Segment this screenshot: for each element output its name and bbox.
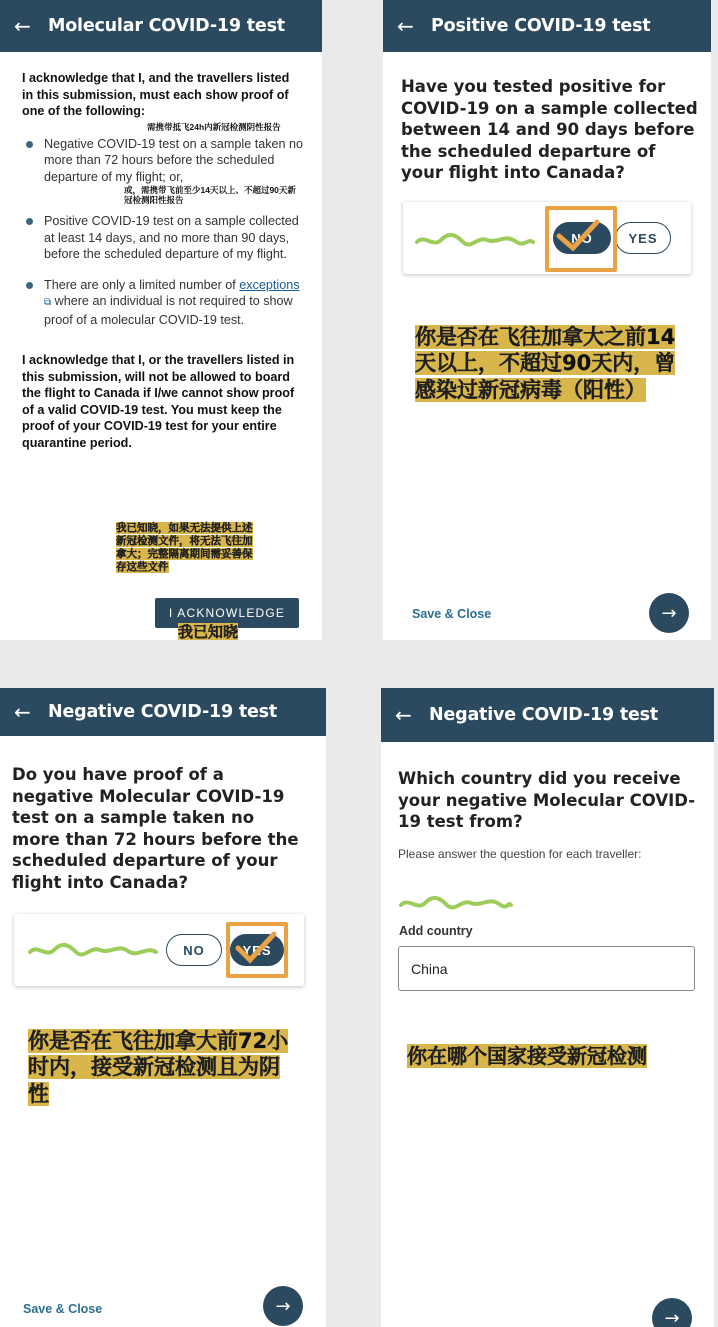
bullet-negative-test: Negative COVID-19 test on a sample taken no more than 72 hours before the scheduled departure of my flight; or, 或，需携带飞前至少14天以上、不超过90天新冠检测阳性报告 — [22, 136, 304, 206]
yes-option-button[interactable]: YES — [230, 934, 284, 966]
bullet-dot — [26, 141, 33, 148]
redaction-scribble — [28, 940, 158, 960]
no-option-button[interactable]: NO — [166, 934, 222, 966]
country-field-label: Add country — [399, 924, 473, 938]
external-link-icon: ⧉ — [44, 297, 52, 308]
back-arrow-icon[interactable]: ← — [397, 14, 414, 38]
panel-negative-test-question — [0, 688, 326, 1327]
bullet-exceptions: There are only a limited number of exceptions ⧉ where an individual is not required to show proof of a molecular COVID-19 test. — [22, 277, 304, 329]
back-arrow-icon[interactable]: ← — [395, 703, 412, 727]
panel-negative-test-country — [381, 688, 714, 1327]
answer-card — [403, 202, 691, 274]
chinese-annotation: 你在哪个国家接受新冠检测 — [407, 1044, 647, 1068]
chinese-note-2: 或，需携带飞前至少14天以上、不超过90天新冠检测阳性报告 — [124, 185, 296, 205]
header-bar — [0, 0, 322, 52]
chinese-annotation: 你是否在飞往加拿大前72小时内，接受新冠检测且为阴性 — [28, 1029, 289, 1106]
back-arrow-icon[interactable]: ← — [14, 700, 31, 724]
save-close-link[interactable]: Save & Close — [23, 1302, 103, 1316]
question-text: Which country did you receive your negative Molecular COVID-19 test from? — [398, 769, 696, 831]
chinese-note-1: 需携带抵飞24h内新冠检测阴性报告 — [147, 121, 281, 132]
next-arrow-icon[interactable]: → — [649, 593, 689, 633]
answer-card — [14, 914, 304, 986]
checkmark-icon — [234, 930, 278, 966]
bullet-dot — [26, 218, 33, 225]
next-arrow-icon[interactable]: → — [652, 1298, 692, 1327]
header-bar — [383, 0, 711, 52]
checkmark-icon — [555, 218, 601, 254]
bullet-positive-test: Positive COVID-19 test on a sample collected at least 14 days, and no more than 90 days, before the scheduled departure of my flight. — [22, 213, 304, 263]
question-text: Have you tested positive for COVID-19 on a sample collected between 14 and 90 days before the scheduled departure of your flight into Canada? — [401, 77, 698, 182]
next-arrow-icon[interactable]: → — [263, 1286, 303, 1326]
page-title: Negative COVID-19 test — [48, 702, 278, 722]
chinese-annotation: 你是否在飞往加拿大之前14天以上，不超过90天内，曾感染过新冠病毒（阳性） — [415, 325, 676, 402]
no-option-button[interactable]: NO — [553, 222, 611, 254]
page-title: Positive COVID-19 test — [431, 16, 651, 36]
page-title: Negative COVID-19 test — [429, 705, 659, 725]
save-close-link[interactable]: Save & Close — [412, 607, 492, 621]
back-arrow-icon[interactable]: ← — [14, 14, 31, 38]
bullet-dot — [26, 282, 33, 289]
country-input[interactable]: China — [398, 946, 695, 991]
panel-positive-test — [383, 0, 711, 640]
header-bar — [0, 688, 326, 736]
header-bar — [381, 688, 714, 742]
acknowledgement-text-2: I acknowledge that I, or the travellers listed in this submission, will not be allowed to board the flight to Canada if I/we cannot show proof of a valid COVID-19 test. You must keep the proof of your COVID-19 test for your entire quarantine period. — [22, 353, 295, 450]
instruction-text: Please answer the question for each traveller: — [398, 847, 642, 861]
page-title: Molecular COVID-19 test — [48, 16, 285, 36]
question-text: Do you have proof of a negative Molecular COVID-19 test on a sample taken no more than 72 hours before the scheduled departure of your flight into Canada? — [12, 765, 299, 892]
redaction-scribble — [399, 893, 514, 913]
chinese-annotation-button: 我已知晓 — [178, 623, 239, 640]
yes-option-button[interactable]: YES — [615, 222, 671, 254]
acknowledgement-text-1: I acknowledge that I, and the travellers listed in this submission, must each show proof of one of the following: — [22, 71, 290, 118]
chinese-annotation-ack: 我已知晓，如果无法提供上述新冠检测文件，将无法飞往加拿大；完整隔离期间需妥善保存这些文件 — [116, 522, 253, 574]
redaction-scribble — [415, 230, 535, 250]
acknowledge-button[interactable]: I ACKNOWLEDGE — [155, 598, 299, 628]
exceptions-link[interactable]: exceptions — [239, 277, 300, 292]
panel-molecular-test — [0, 0, 322, 640]
